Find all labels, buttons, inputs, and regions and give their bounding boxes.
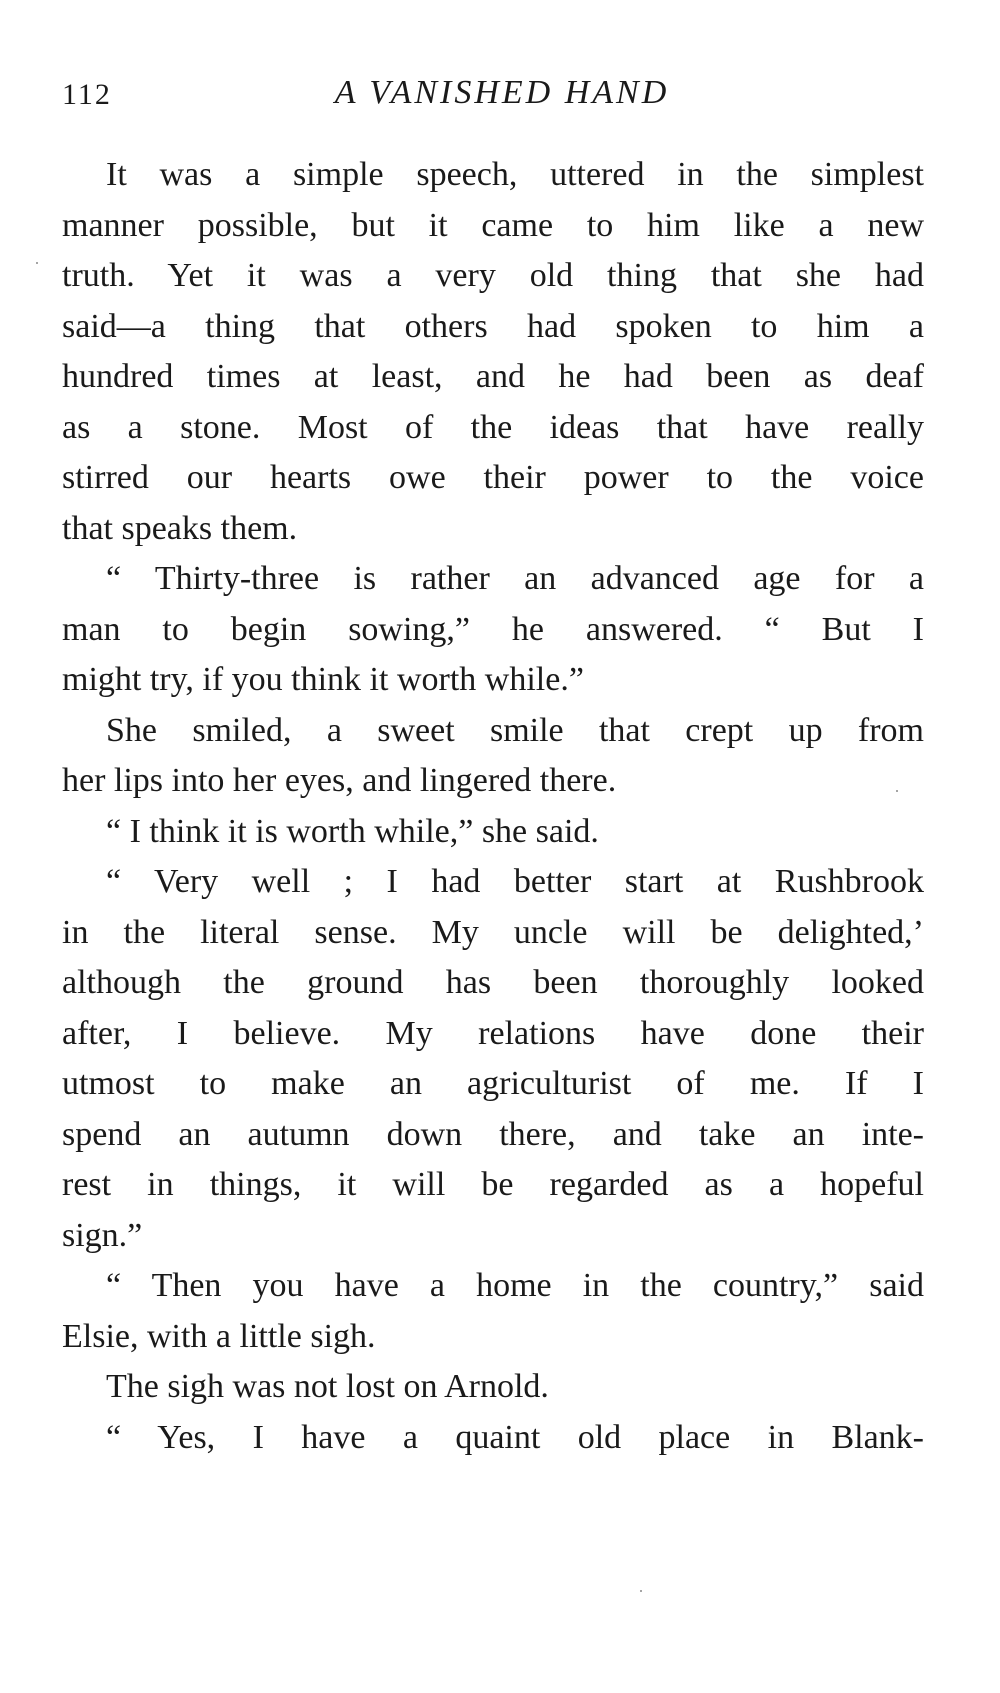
text-line: in the literal sense. My uncle will be delighted,’	[62, 913, 924, 951]
page-number: 112	[62, 78, 112, 111]
text-line: rest in things, it will be regarded as a hopeful	[62, 1166, 924, 1203]
text-line: The sigh was not lost on Arnold.	[106, 1368, 549, 1405]
text-line: spend an autumn down there, and take an inte-	[62, 1115, 924, 1153]
text-line: truth. Yet it was a very old thing that she had	[62, 257, 924, 294]
text-line: “ I think it is worth while,” she said.	[106, 812, 599, 850]
text-line: sign.”	[62, 1216, 143, 1254]
text-line: She smiled, a sweet smile that crept up from	[106, 711, 924, 749]
paper-speck	[896, 790, 898, 792]
text-line: “ Yes, I have a quaint old place in Blank-	[106, 1418, 924, 1456]
text-line: although the ground has been thoroughly looked	[62, 964, 924, 1001]
paper-speck	[36, 262, 38, 264]
text-line: “ Very well ; I had better start at Rushbrook	[106, 863, 924, 900]
body-text	[62, 150, 924, 1463]
text-line: might try, if you think it worth while.”	[62, 661, 584, 698]
text-line: “ Then you have a home in the country,” said	[106, 1267, 924, 1304]
text-line: said—a thing that others had spoken to him a	[62, 307, 924, 345]
text-line: her lips into her eyes, and lingered there.	[62, 762, 617, 799]
text-line: stirred our hearts owe their power to the voice	[62, 459, 924, 496]
text-line: as a stone. Most of the ideas that have really	[62, 408, 924, 446]
text-line: “ Thirty-three is rather an advanced age for a	[106, 560, 924, 597]
paper-speck	[640, 1590, 642, 1592]
text-line: hundred times at least, and he had been as deaf	[62, 358, 924, 395]
page-header	[62, 74, 922, 124]
text-line: that speaks them.	[62, 509, 298, 547]
text-line: man to begin sowing,” he answered. “ But I	[62, 610, 924, 648]
running-title: A VANISHED HAND	[334, 74, 670, 111]
text-line: It was a simple speech, uttered in the simplest	[106, 156, 924, 193]
text-line: Elsie, with a little sigh.	[62, 1317, 376, 1355]
text-line: utmost to make an agriculturist of me. If I	[62, 1065, 924, 1102]
text-line: manner possible, but it came to him like a new	[62, 206, 924, 244]
text-line: after, I believe. My relations have done their	[62, 1014, 924, 1052]
